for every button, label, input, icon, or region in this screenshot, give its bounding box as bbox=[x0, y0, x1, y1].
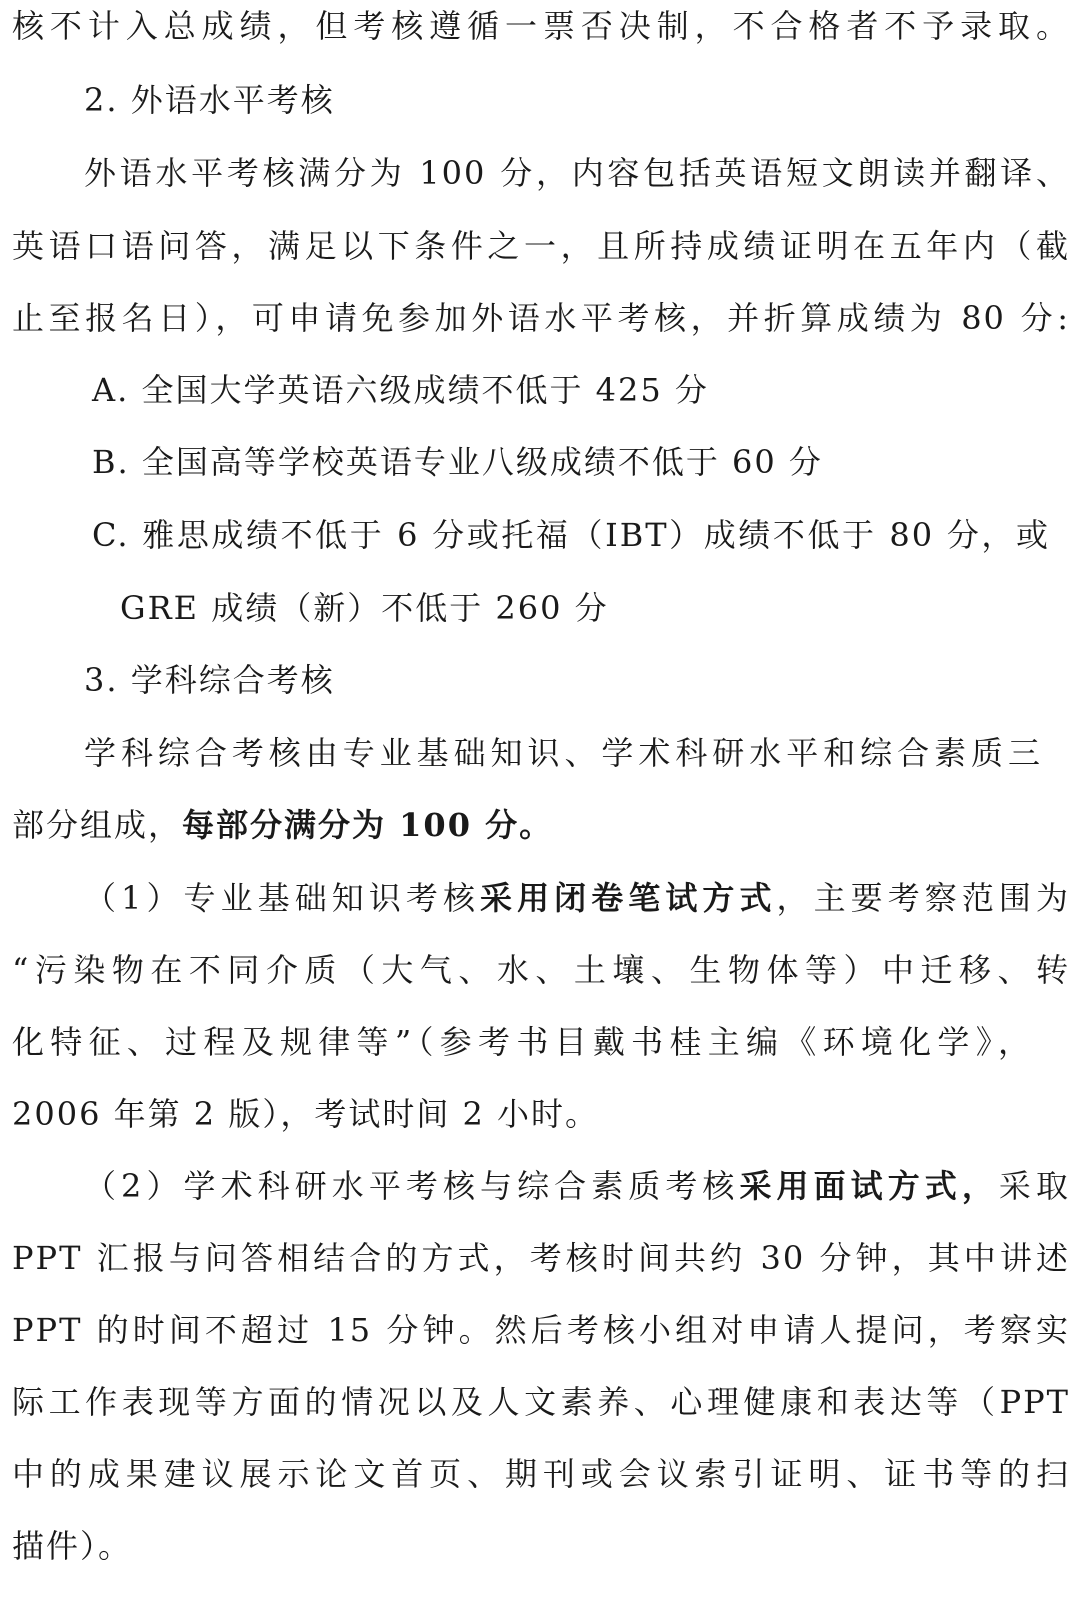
text-line: 核不计入总成绩，但考核遵循一票否决制，不合格者不予录取。 bbox=[12, 7, 1070, 45]
text-line bbox=[12, 805, 553, 845]
list-item-b: B. 全国高等学校英语专业八级成绩不低于 60 分 bbox=[92, 443, 823, 481]
text-line: 止至报名日），可申请免参加外语水平考核，并折算成绩为 80 分: bbox=[12, 299, 1070, 337]
list-item-c: C. 雅思成绩不低于 6 分或托福（IBT）成绩不低于 80 分，或 bbox=[92, 516, 1050, 554]
section-heading-subject: 3. 学科综合考核 bbox=[84, 661, 335, 699]
text-line bbox=[84, 1166, 1070, 1206]
text-line: PPT 的时间不超过 15 分钟。然后考核小组对申请人提问，考察实 bbox=[12, 1311, 1070, 1349]
text-run: （1）专业基础知识考核 bbox=[84, 879, 481, 917]
text-line: 描件）。 bbox=[12, 1527, 133, 1565]
text-line: 中的成果建议展示论文首页、期刊或会议索引证明、证书等的扫 bbox=[12, 1455, 1070, 1493]
bold-text-run: 采用面试方式， bbox=[739, 1167, 999, 1205]
text-line: “污染物在不同介质（大气、水、土壤、生物体等）中迁移、转 bbox=[12, 951, 1070, 989]
text-line: PPT 汇报与问答相结合的方式，考核时间共约 30 分钟，其中讲述 bbox=[12, 1239, 1070, 1277]
section-heading-foreign-language: 2. 外语水平考核 bbox=[84, 81, 335, 119]
text-run: 采取 bbox=[998, 1167, 1070, 1205]
text-line bbox=[84, 878, 1070, 918]
text-run: 部分组成， bbox=[12, 806, 183, 844]
list-item-c-continued: GRE 成绩（新）不低于 260 分 bbox=[120, 589, 609, 627]
text-line: 2006 年第 2 版），考试时间 2 小时。 bbox=[12, 1095, 600, 1133]
text-run: （2）学术科研水平考核与综合素质考核 bbox=[84, 1167, 740, 1205]
list-item-a: A. 全国大学英语六级成绩不低于 425 分 bbox=[92, 371, 709, 409]
bold-text-run: 采用闭卷笔试方式 bbox=[480, 879, 777, 917]
bold-text-run: 每部分满分为 100 分。 bbox=[182, 806, 554, 844]
text-line: 学科综合考核由专业基础知识、学术科研水平和综合素质三 bbox=[84, 734, 1042, 772]
text-line: 际工作表现等方面的情况以及人文素养、心理健康和表达等（PPT bbox=[12, 1383, 1070, 1421]
text-run: ，主要考察范围为 bbox=[776, 879, 1070, 917]
text-line: 英语口语问答，满足以下条件之一，且所持成绩证明在五年内（截 bbox=[12, 227, 1070, 265]
text-line: 化特征、过程及规律等”（参考书目戴书桂主编《环境化学》， bbox=[12, 1023, 1032, 1061]
text-line: 外语水平考核满分为 100 分，内容包括英语短文朗读并翻译、 bbox=[84, 154, 1070, 192]
